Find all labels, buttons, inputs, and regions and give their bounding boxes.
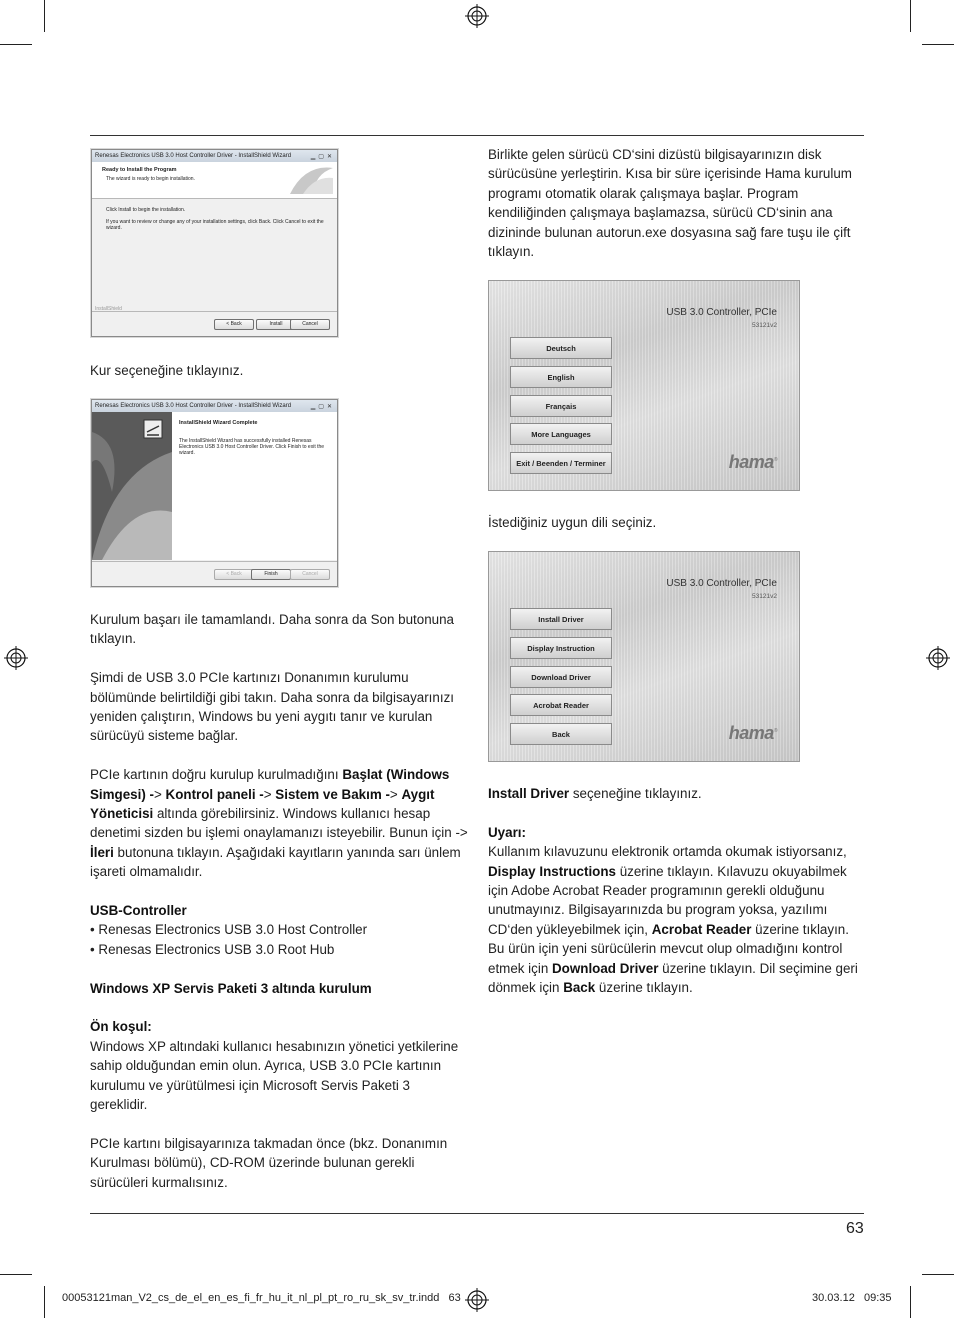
install-menu-screen [488,551,800,762]
bold-text: Download Driver [552,960,659,976]
back-button[interactable]: Back [510,723,612,745]
display-instruction-button[interactable]: Display Instruction [510,637,612,659]
bold-text: Başlat (Windows Simgesi) - [90,767,450,802]
caption: Kur seçeneğine tıklayınız. [90,363,244,378]
bold-text: Kontrol paneli - [165,786,264,802]
screen-title: USB 3.0 Controller, PCIe [666,307,777,318]
window-controls-icon[interactable]: ▁▢✕ [310,154,335,160]
dialog-titlebar [92,400,337,412]
section-heading: Ön koşul: [90,1019,152,1035]
crop-mark [910,1286,911,1318]
text-run: üzerine tıklayın. Kılavuzu okuyabilmek için Adobe Acrobat Reader programının gerekli olduğunu unutmayınız. Bilgisayarınızda bu program yoksa, yazılımı CD‘den yükleyebilmek için, [488,863,847,937]
dialog-text: If you want to review or change any of your installation settings, click Back. Click Cancel to exit the wizard. [106,219,324,231]
dialog-heading: InstallShield Wizard Complete [179,420,258,426]
dialog-text: Click Install to begin the installation. [106,207,186,213]
crop-mark [0,1274,32,1275]
left-column [90,610,468,1192]
bold-text: Sistem ve Bakım - [275,786,390,802]
language-selection-screen [488,280,800,491]
cancel-button[interactable]: Cancel [290,319,330,330]
caption: İstediğiniz uygun dili seçiniz. [488,515,657,530]
bold-text: Aygıt Yöneticisi [90,786,435,822]
hama-logo: hama® [728,452,777,472]
install-driver-button[interactable]: Install Driver [510,608,612,630]
text-run: altında görebilirsiniz. Windows kullanıcı hesap denetimi sizden bu işlemi onaylamanızı isteyebilir. Bunun için -> [90,806,468,841]
bold-text: Display Instructions [488,863,616,879]
text-run: üzerine tıklayın. Bu ürün için yeni sürücülerin mevcut olup olmadığını kontrol etmek için [488,921,849,976]
crop-mark [922,1274,954,1275]
crop-mark [910,0,911,32]
dialog-content [172,412,337,560]
intro-paragraph: Birlikte gelen sürücü CD‘sini dizüstü bilgisayarınızın disk sürücüsüne yerleştirin. Kısa bir süre içerisinde Hama kurulum programı otomatik olarak çalışmaya başlar. Program kendiliğinden çalışmaya başlamazsa, sürücü CD‘sinin ana dizininde bulunan autorun.exe dosyasına sağ fare tuşu ile çift tıklayın. [488,147,852,260]
registration-mark-icon [465,4,489,28]
bold-text: Back [563,980,596,996]
wizard-swirl-icon [285,164,335,196]
acrobat-reader-button[interactable]: Acrobat Reader [510,694,612,716]
registration-mark-icon [465,1288,489,1312]
text-run: PCIe kartının doğru kurulup kurulmadığını [90,767,343,783]
deutsch-button[interactable]: Deutsch [510,337,612,359]
screen-code: 53121v2 [752,593,777,600]
screen-title: USB 3.0 Controller, PCIe [666,578,777,589]
bottom-rule [90,1213,864,1214]
installshield-brand: InstallShield [95,306,122,312]
dialog-heading: Ready to Install the Program [102,167,177,173]
paragraph [488,842,864,997]
page-number: 63 [846,1220,864,1237]
install-complete-dialog [91,399,338,587]
right-column-lower [488,784,864,997]
text-run: > [389,786,402,802]
dialog-text: The InstallShield Wizard has successfully installed Renesas Electronics USB 3.0 Host Controller Driver. Click Finish to exit the wizard. [179,438,325,456]
paragraph [90,765,468,881]
registration-mark-icon [4,646,28,670]
section-heading: Uyarı: [488,824,526,840]
finish-button[interactable]: Finish [251,569,291,580]
paragraph: Şimdi de USB 3.0 PCIe kartınızı Donanımın kurulumu bölümünde belirtildiği gibi takın. Daha sonra da bilgisayarınızı yeniden çalıştırın, Windows bu yeni aygıtı tanır ve kurulan sürücüyü sisteme bağlar. [90,670,454,744]
text-run: Kullanım kılavuzunu elektronik ortamda okumak istiyorsanız, [488,844,847,860]
dialog-titlebar [92,150,337,162]
text-run: üzerine tıklayın. Dil seçimine geri dönmek için [488,960,858,996]
dialog-body [92,199,337,327]
cancel-button[interactable]: Cancel [290,569,330,580]
paragraph: Kurulum başarı ile tamamlandı. Daha sonra da Son butonuna tıklayın. [90,612,454,647]
screen-code: 53121v2 [752,322,777,329]
exit-button[interactable]: Exit / Beenden / Terminer [510,452,612,474]
logo-text: hama [728,723,774,743]
top-rule [90,135,864,136]
text-run: > [263,786,276,802]
text-run: > [154,786,166,802]
registration-mark-icon [926,646,950,670]
crop-mark [44,1286,45,1318]
dialog-subheading: The wizard is ready to begin installation. [106,176,195,182]
window-controls-icon[interactable]: ▁▢✕ [310,404,335,410]
crop-mark [44,0,45,32]
list-item: • Renesas Electronics USB 3.0 Root Hub [90,941,335,957]
dialog-footer [92,311,337,336]
install-ready-dialog [91,149,338,337]
dialog-footer [92,561,337,586]
footer-date: 30.03.12 09:35 [812,1292,892,1304]
text-run: üzerine tıklayın. [595,980,693,996]
bold-text: İleri [90,844,114,860]
logo-text: hama [728,452,774,472]
english-button[interactable]: English [510,366,612,388]
section-heading: Windows XP Servis Paketi 3 altında kurulum [90,980,372,996]
text-run: butonuna tıklayın. Aşağıdaki kayıtların yanında sarı ünlem işareti olmamalıdır. [90,844,461,880]
back-button[interactable]: < Back [214,569,254,580]
bold-text: Install Driver [488,786,570,801]
crop-mark [0,44,32,45]
section-heading: USB-Controller [90,903,187,919]
footer-filename: 00053121man_V2_cs_de_el_en_es_fi_fr_hu_it_nl_pl_pt_ro_ru_sk_sv_tr.indd 63 [62,1292,461,1304]
dialog-title: Renesas Electronics USB 3.0 Host Controller Driver - InstallShield Wizard [95,153,292,159]
more-languages-button[interactable]: More Languages [510,423,612,445]
hama-logo: hama® [728,723,777,743]
bold-text: Acrobat Reader [651,921,752,937]
list-item: • Renesas Electronics USB 3.0 Host Controller [90,922,368,938]
dialog-header [92,162,337,199]
back-button[interactable]: < Back [214,319,254,330]
francais-button[interactable]: Français [510,395,612,417]
text-run: seçeneğine tıklayınız. [569,786,702,801]
download-driver-button[interactable]: Download Driver [510,666,612,688]
paragraph: Windows XP altındaki kullanıcı hesabınızın yönetici yetkilerine sahip olduğundan emin olun. Ayrıca, USB 3.0 PCIe kartının kurulumu ve yürütülmesi için Microsoft Servis Paketi 3 gereklidir. [90,1038,459,1113]
paragraph [488,784,864,803]
dialog-title: Renesas Electronics USB 3.0 Host Controller Driver - InstallShield Wizard [95,403,292,409]
crop-mark [922,44,954,45]
paragraph: PCIe kartını bilgisayarınıza takmadan önce (bkz. Donanımın Kurulması bölümü), CD-ROM üzerinde bulunan gerekli sürücüleri kurmalısınız. [90,1135,448,1190]
install-button[interactable]: Install [256,319,296,330]
wizard-side-graphic [92,412,172,560]
